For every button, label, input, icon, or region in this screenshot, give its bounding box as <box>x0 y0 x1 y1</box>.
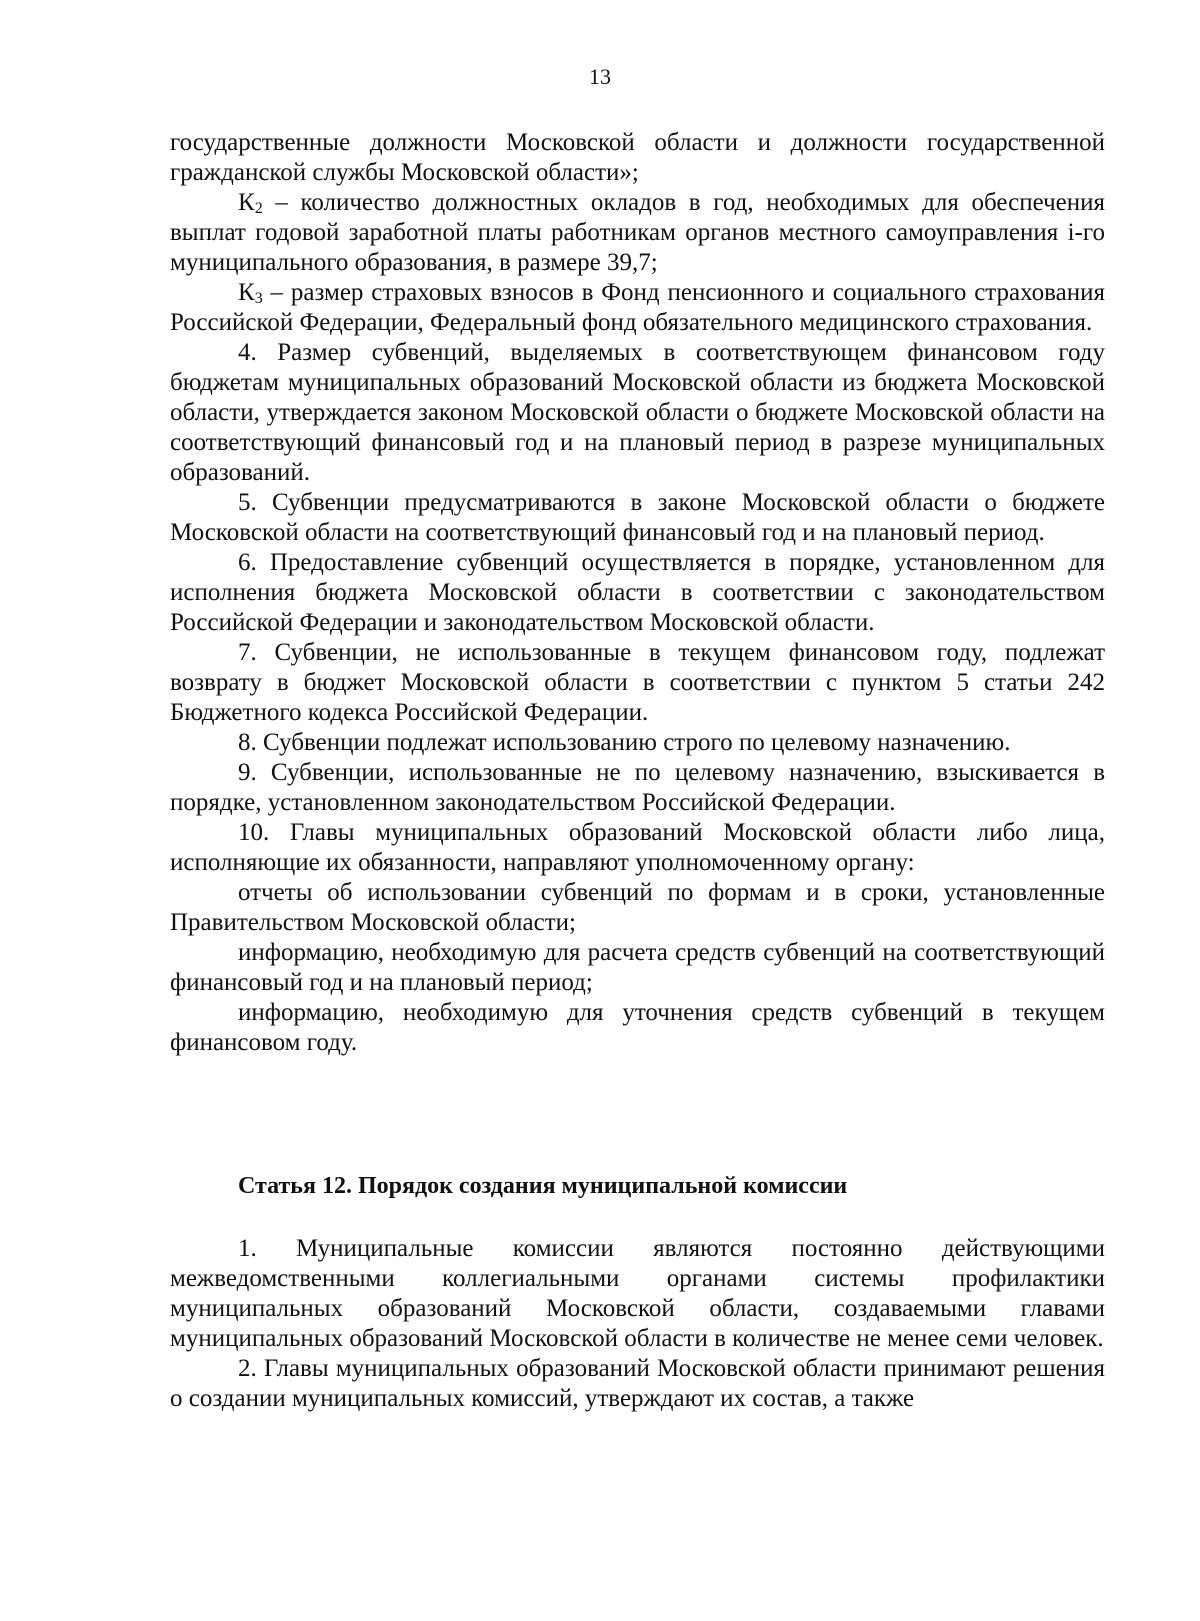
paragraph: информацию, необходимую для расчета средств субвенций на соответствующий финансовый год и на плановый период; <box>170 939 1105 996</box>
paragraph: 2. Главы муниципальных образований Московской области принимают решения о создании муниципальных комиссий, утверждают их состав, а также <box>170 1355 1105 1412</box>
paragraph: $К_2$ – количество должностных окладов в год, необходимых для обеспечения выплат годовой заработной платы работникам органов местного самоуправления i-го муниципального образования, в размере 39,7; <box>170 189 1105 276</box>
paragraph: 4. Размер субвенций, выделяемых в соответствующем финансовом году бюджетам муниципальных образований Московской области из бюджета Московской области, утверждается законом Московской области о бюджете Московской области на соответствующий финансовый год и на плановый период в разрезе муниципальных образований. <box>170 339 1105 486</box>
paragraph: 7. Субвенции, не использованные в текущем финансовом году, подлежат возврату в бюджет Московской области в соответствии с пунктом 5 статьи 242 Бюджетного кодекса Российской Федерации. <box>170 639 1105 726</box>
page-number: 13 <box>589 64 611 89</box>
paragraph: 6. Предоставление субвенций осуществляется в порядке, установленном для исполнения бюджета Московской области в соответствии с законодательством Российской Федерации и законодательством Московской области. <box>170 549 1105 636</box>
body-text-section <box>170 128 1105 1058</box>
article-heading: Статья 12. Порядок создания муниципальной комиссии <box>238 1173 848 1199</box>
paragraph: государственные должности Московской области и должности государственной гражданской службы Московской области»; <box>170 129 1105 186</box>
paragraph: 10. Главы муниципальных образований Московской области либо лица, исполняющие их обязанности, направляют уполномоченному органу: <box>170 819 1105 876</box>
paragraph: отчеты об использовании субвенций по формам и в сроки, установленные Правительством Московской области; <box>170 879 1105 936</box>
paragraph: 5. Субвенции предусматриваются в законе Московской области о бюджете Московской области на соответствующий финансовый год и на плановый период. <box>170 489 1105 546</box>
paragraph: информацию, необходимую для уточнения средств субвенций в текущем финансовом году. <box>170 999 1105 1056</box>
paragraph: 9. Субвенции, использованные не по целевому назначению, взыскивается в порядке, установленном законодательством Российской Федерации. <box>170 759 1105 816</box>
paragraph: 8. Субвенции подлежат использованию строго по целевому назначению. <box>238 729 1011 756</box>
paragraph: 1. Муниципальные комиссии являются постоянно действующими межведомственными коллегиальными органами системы профилактики муниципальных образований Московской области, создаваемыми главами муниципальных образований Московской области в количестве не менее семи человек. <box>170 1235 1105 1352</box>
paragraph: $К_3$ – размер страховых взносов в Фонд пенсионного и социального страхования Российской Федерации, Федеральный фонд обязательного медицинского страхования. <box>170 279 1105 336</box>
article-body-section <box>170 1234 1105 1414</box>
